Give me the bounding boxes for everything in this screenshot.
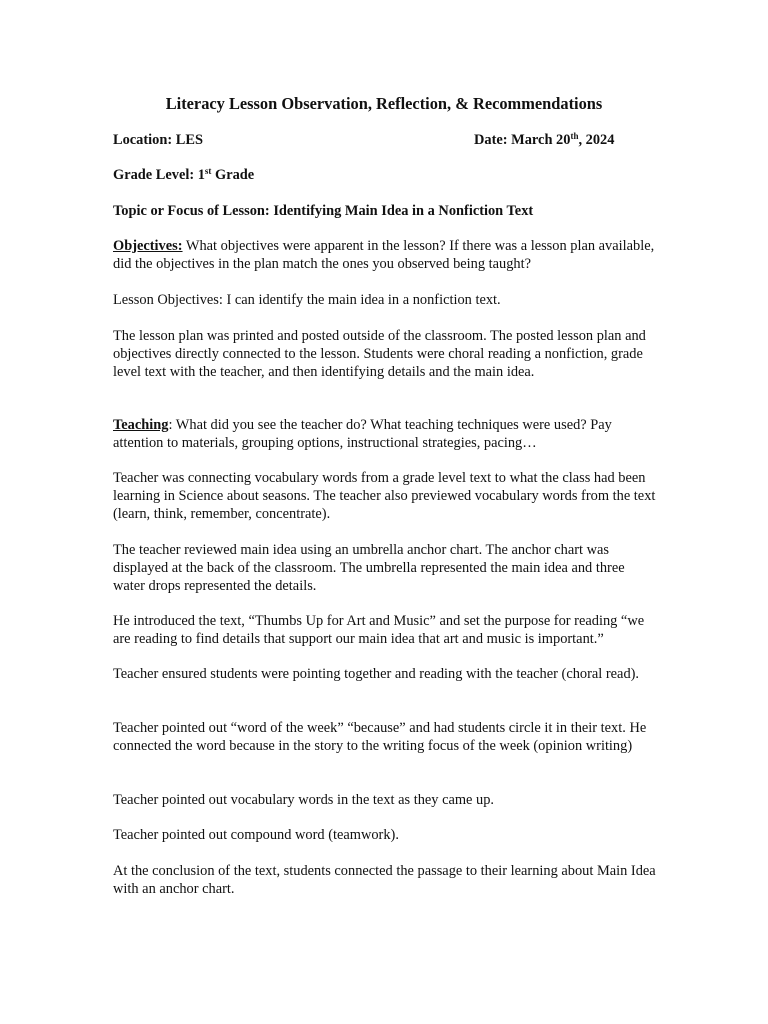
observation-paragraph: Teacher pointed out vocabulary words in the text as they came up. bbox=[113, 792, 495, 808]
observation-paragraph: Teacher ensured students were pointing together and reading with the teacher (choral read). bbox=[113, 666, 640, 682]
observation-paragraph: Teacher pointed out compound word (teamwork). bbox=[113, 827, 399, 843]
observation-paragraph: The teacher reviewed main idea using an umbrella anchor chart. The anchor chart was displayed at the back of the classroom. The umbrella represented the main idea and three water drops represented the details. bbox=[113, 542, 625, 594]
teaching-prompt: : What did you see the teacher do? What teaching techniques were used? Pay attention to materials, grouping options, instructional strategies, pacing… bbox=[113, 417, 612, 451]
date-prefix: Date: March 20 bbox=[474, 132, 571, 148]
lesson-plan-paragraph: The lesson plan was printed and posted outside of the classroom. The posted lesson plan and objectives directly connected to the lesson. Students were choral reading a nonfiction, grade level text with the teacher, and then identifying details and the main idea. bbox=[113, 328, 646, 380]
document-title: Literacy Lesson Observation, Reflection, & Recommendations bbox=[165, 94, 603, 113]
grade-prefix: Grade Level: 1 bbox=[113, 167, 205, 183]
date-suffix: , 2024 bbox=[578, 132, 615, 148]
objectives-heading: Objectives: bbox=[113, 238, 183, 254]
observation-paragraph: At the conclusion of the text, students connected the passage to their learning about Main Idea with an anchor chart. bbox=[113, 863, 656, 897]
observation-paragraph: Teacher was connecting vocabulary words from a grade level text to what the class had been learning in Science about seasons. The teacher also previewed vocabulary words from the text (learn, think, remember, concentrate). bbox=[113, 470, 656, 522]
objectives-prompt: What objectives were apparent in the lesson? If there was a lesson plan available, did the objectives in the plan match the ones you observed being taught? bbox=[113, 238, 655, 272]
date-line bbox=[474, 132, 614, 150]
grade-superscript: st bbox=[204, 166, 212, 176]
teaching-section bbox=[113, 417, 658, 453]
teaching-heading: Teaching bbox=[113, 417, 169, 433]
observation-paragraph: Teacher pointed out “word of the week” “because” and had students circle it in their text. He connected the word because in the story to the writing focus of the week (opinion writing) bbox=[113, 720, 647, 754]
topic-line: Topic or Focus of Lesson: Identifying Main Idea in a Nonfiction Text bbox=[113, 203, 534, 219]
date-superscript: th bbox=[570, 131, 579, 141]
grade-suffix: Grade bbox=[211, 167, 255, 183]
grade-level-line bbox=[113, 167, 658, 185]
lesson-objectives-text: Lesson Objectives: I can identify the main idea in a nonfiction text. bbox=[113, 292, 501, 308]
observation-paragraph: He introduced the text, “Thumbs Up for Art and Music” and set the purpose for reading “we are reading to find details that support our main idea that art and music is important.” bbox=[113, 613, 645, 647]
objectives-section bbox=[113, 238, 658, 274]
location-line: Location: LES bbox=[113, 132, 203, 148]
